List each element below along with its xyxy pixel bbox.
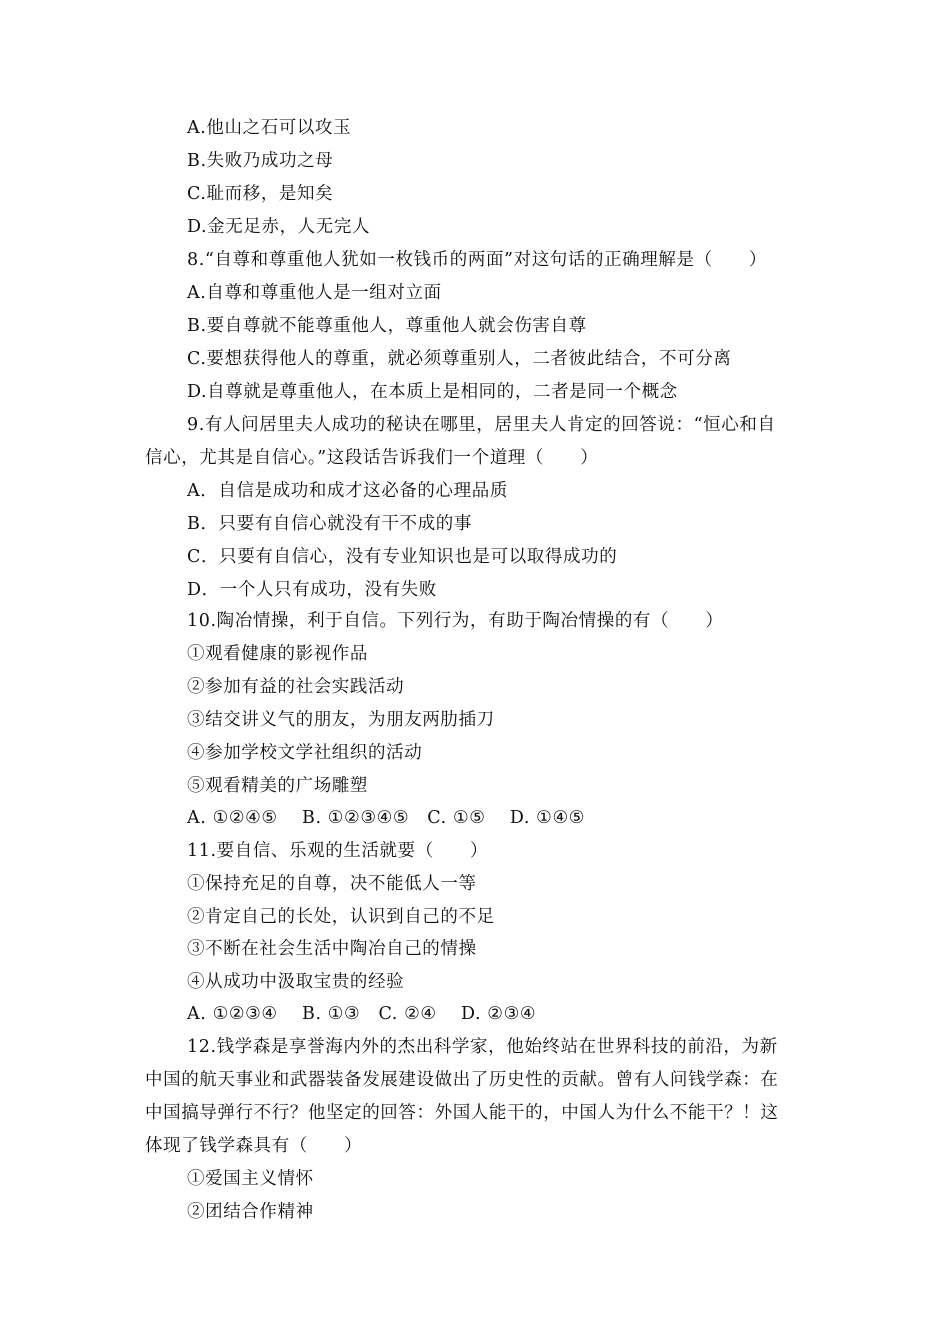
q10-item-4: ④参加学校文学社组织的活动 bbox=[187, 743, 423, 763]
q9-option-b: B．只要有自信心就没有干不成的事 bbox=[187, 514, 472, 534]
q10-item-2: ②参加有益的社会实践活动 bbox=[187, 677, 405, 697]
q7-option-a: A.他山之石可以攻玉 bbox=[187, 118, 352, 138]
q12-stem-line-2: 中国的航天事业和武器装备发展建设做出了历史性的贡献。曾有人问钱学森：在 bbox=[145, 1070, 779, 1090]
q8-option-b: B.要自尊就不能尊重他人，尊重他人就会伤害自尊 bbox=[187, 316, 587, 336]
q11-item-1: ①保持充足的自尊，决不能低人一等 bbox=[187, 874, 477, 894]
q7-option-b: B.失败乃成功之母 bbox=[187, 151, 334, 171]
q12-item-1: ①爱国主义情怀 bbox=[187, 1169, 314, 1189]
q11-item-2: ②肯定自己的长处，认识到自己的不足 bbox=[187, 907, 495, 927]
q12-stem-line-4: 体现了钱学森具有（ ） bbox=[145, 1136, 363, 1156]
q9-option-c: C．只要有自信心，没有专业知识也是可以取得成功的 bbox=[187, 547, 618, 567]
q8-option-d: D.自尊就是尊重他人，在本质上是相同的，二者是同一个概念 bbox=[187, 382, 678, 402]
q8-option-a: A.自尊和尊重他人是一组对立面 bbox=[187, 283, 442, 303]
q8-stem: 8.“自尊和尊重他人犹如一枚钱币的两面”对这句话的正确理解是（ ） bbox=[187, 250, 767, 270]
q11-stem: 11.要自信、乐观的生活就要（ ） bbox=[187, 841, 489, 861]
q11-item-3: ③不断在社会生活中陶冶自己的情操 bbox=[187, 939, 477, 959]
q9-stem-line-2: 信心，尤其是自信心。”这段话告诉我们一个道理（ ） bbox=[145, 448, 599, 468]
q9-option-d: D．一个人只有成功，没有失败 bbox=[187, 580, 437, 600]
q9-option-a: A．自信是成功和成才这必备的心理品质 bbox=[187, 481, 508, 501]
q10-options: A. ①②④⑤ B. ①②③④⑤ C. ①⑤ D. ①④⑤ bbox=[187, 808, 586, 828]
q10-item-5: ⑤观看精美的广场雕塑 bbox=[187, 776, 368, 796]
q11-options: A. ①②③④ B. ①③ C. ②④ D. ②③④ bbox=[187, 1004, 537, 1024]
q12-item-2: ②团结合作精神 bbox=[187, 1202, 314, 1222]
q10-stem: 10.陶冶情操，利于自信。下列行为，有助于陶冶情操的有（ ） bbox=[187, 611, 724, 631]
q9-stem-line-1: 9.有人问居里夫人成功的秘诀在哪里，居里夫人肯定的回答说：“恒心和自 bbox=[187, 415, 776, 435]
q12-stem-line-1: 12.钱学森是享誉海内外的杰出科学家，他始终站在世界科技的前沿，为新 bbox=[187, 1037, 778, 1057]
q11-item-4: ④从成功中汲取宝贵的经验 bbox=[187, 972, 405, 992]
q8-option-c: C.要想获得他人的尊重，就必须尊重别人，二者彼此结合，不可分离 bbox=[187, 349, 732, 369]
q12-stem-line-3: 中国搞导弹行不行？他坚定的回答：外国人能干的，中国人为什么不能干？！这 bbox=[145, 1103, 779, 1123]
q7-option-c: C.耻而移，是知矣 bbox=[187, 184, 334, 204]
q10-item-3: ③结交讲义气的朋友，为朋友两肋插刀 bbox=[187, 710, 495, 730]
q10-item-1: ①观看健康的影视作品 bbox=[187, 644, 368, 664]
q7-option-d: D.金无足赤，人无完人 bbox=[187, 217, 371, 237]
